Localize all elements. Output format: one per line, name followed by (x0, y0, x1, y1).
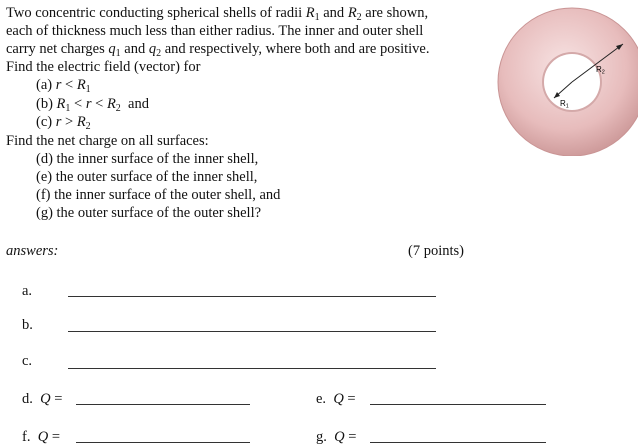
part-f: (f) the inner surface of the outer shell, and (36, 187, 281, 203)
problem-line-1: Two concentric conducting spherical shells of radii $R_1$ and $R_2$ are shown, (6, 5, 429, 23)
part-b: (b) $R_1 < r < R_2$ and (36, 96, 149, 114)
answer-e-line[interactable] (370, 404, 546, 405)
answer-g-label: g. Q = (316, 429, 357, 445)
part-d: (d) the inner surface of the inner shell, (36, 151, 259, 167)
r2-label: R2 (596, 65, 605, 76)
problem-line-3: carry net charges $q_1$ and $q_2$ and respectively, where both and are positive. (6, 41, 430, 59)
r1-label: R1 (560, 99, 569, 110)
answer-a-line[interactable] (68, 296, 436, 297)
answer-d-label: d. Q = (22, 391, 63, 407)
answer-d-line[interactable] (76, 404, 250, 405)
answer-a-label: a. (22, 283, 33, 299)
part-e: (e) the outer surface of the inner shell, (36, 169, 258, 185)
problem-line-4: Find the electric field (vector) for (6, 59, 201, 75)
answer-g-line[interactable] (370, 442, 546, 443)
answer-c-label: c. (22, 353, 33, 369)
answer-f-line[interactable] (76, 442, 250, 443)
points-label: (7 points) (408, 243, 464, 259)
part-c: (c) $r > R_2$ (36, 114, 91, 132)
concentric-shells-figure (488, 6, 638, 156)
answer-b-label: b. (22, 317, 33, 333)
answer-e-label: e. Q = (316, 391, 356, 407)
answer-b-line[interactable] (68, 331, 436, 332)
part-g: (g) the outer surface of the outer shell? (36, 205, 262, 221)
answers-heading: answers: (6, 243, 59, 259)
answer-f-label: f. Q = (22, 429, 61, 445)
part-a: (a) $r < R_1$ (36, 77, 91, 95)
answer-c-line[interactable] (68, 368, 436, 369)
problem-line-2: each of thickness much less than either radius. The inner and outer shell (6, 23, 424, 39)
charge-question: Find the net charge on all surfaces: (6, 133, 209, 149)
